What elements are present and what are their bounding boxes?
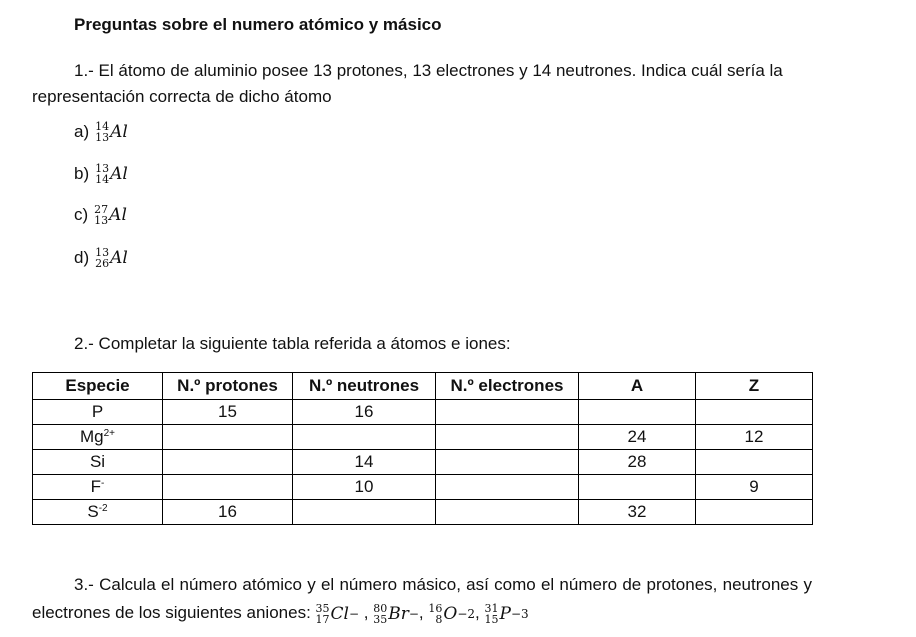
table-row [33, 500, 813, 525]
cell-neutrons [293, 425, 436, 450]
nuclide-notation [95, 247, 128, 269]
cell-neutrons [293, 500, 436, 525]
table-row [33, 475, 813, 500]
header-especie: Especie [33, 373, 163, 400]
atomic-number: 26 [95, 257, 110, 270]
cell-neutrons: 10 [293, 475, 436, 500]
header-protones: N.º protones [163, 373, 293, 400]
cell-protons: 16 [163, 500, 293, 525]
page-title: Preguntas sobre el numero atómico y másico [74, 15, 442, 34]
option-b [74, 163, 128, 191]
option-label: d) [74, 248, 90, 267]
table-row [33, 425, 813, 450]
cell-a [579, 400, 696, 425]
nuclide-scripts [316, 603, 330, 625]
nuclide-notation [94, 204, 127, 226]
anion-list [315, 601, 529, 626]
nuclide-notation [95, 121, 128, 143]
cell-electrons [436, 450, 579, 475]
species-symbol: Si [89, 452, 106, 471]
element-symbol: Al [110, 122, 128, 142]
cell-electrons [436, 475, 579, 500]
element-symbol: Al [110, 164, 128, 184]
header-a: A [579, 373, 696, 400]
ion-charge: −3 [510, 606, 529, 621]
cell-species [33, 475, 163, 500]
cell-species [33, 425, 163, 450]
cell-protons [163, 425, 293, 450]
cell-species [33, 400, 163, 425]
question-1-text: 1.- El átomo de aluminio posee 13 protones, 13 electrones y 14 neutrones. Indica cuál sería la representación correcta de dicho átomo [32, 61, 783, 106]
mass-number: 35 [315, 601, 330, 615]
atomic-number: 8 [435, 612, 443, 626]
element-symbol: O [443, 603, 458, 624]
mass-number: 27 [94, 203, 109, 216]
header-neutrones: N.º neutrones [293, 373, 436, 400]
cell-z [696, 450, 813, 475]
atomic-number: 13 [95, 131, 110, 144]
separator: , [418, 603, 424, 622]
species-table [32, 372, 813, 525]
nuclide-notation [428, 600, 475, 628]
cell-z [696, 500, 813, 525]
nuclide-scripts [373, 603, 387, 625]
mass-number: 80 [373, 601, 388, 615]
cell-protons [163, 450, 293, 475]
atomic-number: 15 [484, 612, 499, 626]
atomic-number: 13 [94, 214, 109, 227]
option-label: b) [74, 164, 90, 183]
nuclide-notation [485, 600, 529, 628]
option-a [74, 121, 128, 149]
ion-charge: −2 [457, 606, 476, 621]
cell-a: 28 [579, 450, 696, 475]
table-row [33, 400, 813, 425]
nuclide-notation [373, 600, 419, 628]
species-charge: - [101, 478, 105, 489]
option-label: a) [74, 122, 90, 141]
cell-z: 9 [696, 475, 813, 500]
mass-number: 13 [95, 246, 110, 259]
header-z: Z [696, 373, 813, 400]
cell-species [33, 450, 163, 475]
cell-z [696, 400, 813, 425]
cell-electrons [436, 500, 579, 525]
element-symbol: Cl [330, 603, 349, 624]
element-symbol: Al [110, 248, 128, 268]
question-1 [32, 58, 822, 110]
cell-a: 24 [579, 425, 696, 450]
element-symbol: Al [109, 205, 127, 225]
nuclide-scripts [95, 121, 109, 143]
nuclide-scripts [485, 603, 499, 625]
option-d [74, 247, 128, 275]
cell-a [579, 475, 696, 500]
question-3-text: 3.- Calcula el número atómico y el número másico, así como el número de protones, neutrones y electrones de los siguientes aniones: [32, 575, 812, 622]
mass-number: 31 [484, 601, 499, 615]
nuclide-scripts [428, 603, 442, 625]
species-charge: -2 [98, 503, 108, 514]
option-c [74, 204, 127, 232]
species-charge: 2+ [103, 428, 116, 439]
header-electrones: N.º electrones [436, 373, 579, 400]
mass-number: 14 [95, 120, 110, 133]
cell-neutrons: 16 [293, 400, 436, 425]
cell-electrons [436, 400, 579, 425]
table-header-row [33, 373, 813, 400]
cell-electrons [436, 425, 579, 450]
separator: , [359, 603, 369, 622]
species-symbol: S [87, 502, 99, 521]
element-symbol: P [499, 603, 511, 624]
atomic-number: 17 [315, 612, 330, 626]
separator: , [475, 603, 480, 622]
atomic-number: 14 [95, 173, 110, 186]
nuclide-notation [95, 163, 128, 185]
species-symbol: P [91, 402, 104, 421]
atomic-number: 35 [373, 612, 388, 626]
nuclide-notation [316, 600, 360, 628]
cell-neutrons: 14 [293, 450, 436, 475]
nuclide-scripts [94, 204, 108, 226]
species-symbol: F [90, 477, 102, 496]
ion-charge: − [408, 606, 419, 621]
cell-z: 12 [696, 425, 813, 450]
option-label: c) [74, 205, 89, 224]
table-row [33, 450, 813, 475]
mass-number: 13 [95, 162, 110, 175]
question-3 [32, 571, 812, 628]
question-2-text: 2.- Completar la siguiente tabla referida a átomos e iones: [74, 334, 511, 353]
nuclide-scripts [95, 163, 109, 185]
mass-number: 16 [428, 601, 443, 615]
cell-protons [163, 475, 293, 500]
ion-charge: − [348, 606, 360, 621]
element-symbol: Br [388, 603, 409, 624]
cell-protons: 15 [163, 400, 293, 425]
species-symbol: Mg [79, 427, 104, 446]
cell-a: 32 [579, 500, 696, 525]
nuclide-scripts [95, 247, 109, 269]
cell-species [33, 500, 163, 525]
